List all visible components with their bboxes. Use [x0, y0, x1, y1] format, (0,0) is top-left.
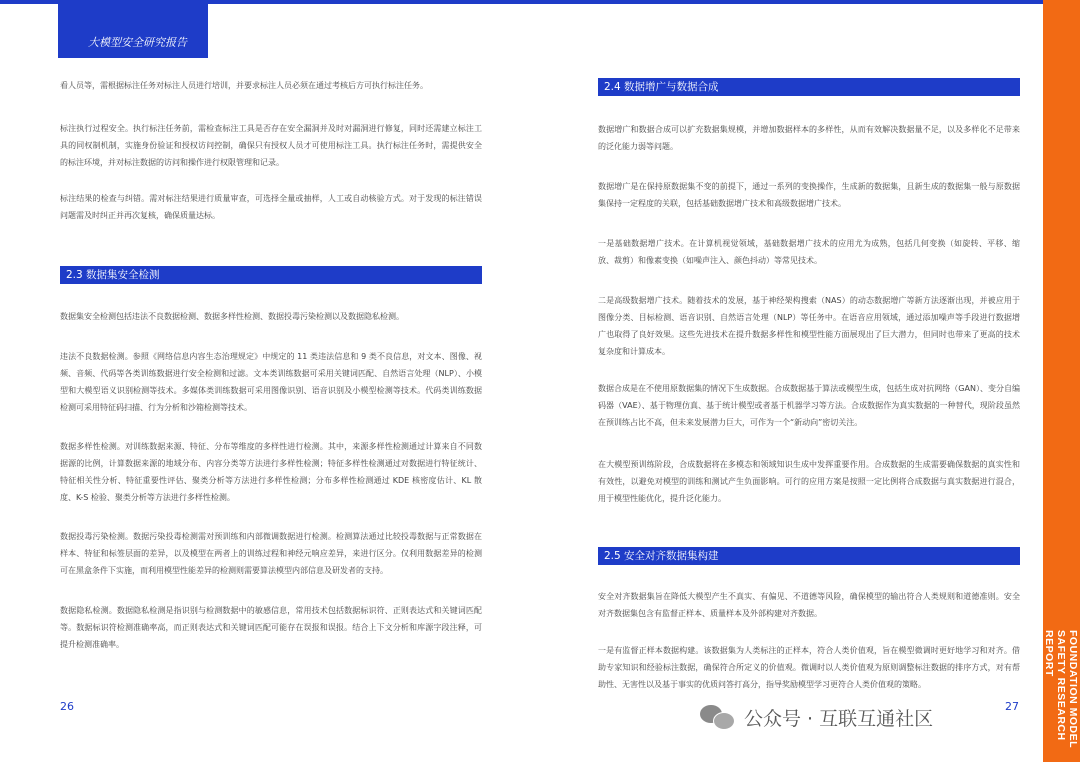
watermark-text: 公众号 · 互联互通社区: [744, 707, 934, 730]
paragraph: 数据增广和数据合成可以扩充数据集规模，并增加数据样本的多样性，从而有效解决数据量不足，以及多样化不足带来的泛化能力弱等问题。: [598, 125, 1020, 151]
paragraph: 一是有监督正样本数据构建。该数据集为人类标注的正样本，符合人类价值观，旨在模型微调时更好地学习和对齐。借助专家知识和经验标注数据，确保符合所定义的价值观。微调时以人类价值观为原则调整标注数据的排序方式，对有帮助性、无害性以及基于事实的优质问答打高分，指导奖励模型学习更符合人类价值观的策略。: [598, 646, 1020, 689]
section-title-2-3: 2.3 数据集安全检测: [60, 266, 482, 284]
section-title-2-5: 2.5 安全对齐数据集构建: [598, 547, 1020, 565]
side-band: [1043, 0, 1080, 762]
section-title-2-4: 2.4 数据增广与数据合成: [598, 78, 1020, 96]
page-number-right: 27: [1005, 700, 1019, 713]
report-title-tab: [58, 0, 208, 58]
paragraph: 违法不良数据检测。参照《网络信息内容生态治理规定》中规定的 11 类违法信息和 9 类不良信息，对文本、图像、视频、音频、代码等各类训练数据进行安全检测和过滤。文本类训练数据可采用关键词匹配、自然语言处理（NLP）、小模型和大模型语义识别检测等技术。多媒体类训练数据可采用图像识别、语音识别及小模型检测等技术。代码类训练数据检测可采用特征码扫描、行为分析和沙箱检测等技术。: [60, 352, 482, 412]
paragraph: 二是高级数据增广技术。随着技术的发展，基于神经架构搜索（NAS）的动态数据增广等新方法逐渐出现，并被应用于图像分类、目标检测、语音识别、自然语言处理（NLP）等任务中。在语音应用领域，通过添加噪声等手段进行数据增广也取得了良好效果。这些先进技术在提升数据多样性和模型性能方面展现出了巨大潜力，但同时也带来了更高的技术复杂度和计算成本。: [598, 296, 1020, 356]
paragraph: 在大模型预训练阶段，合成数据将在多模态和领域知识生成中发挥重要作用。合成数据的生成需要确保数据的真实性和有效性，以避免对模型的训练和测试产生负面影响。可行的应用方案是按照一定比例将合成数据与真实数据进行混合，用于模型性能优化，提升泛化能力。: [598, 460, 1020, 503]
side-band-text: FOUNDATION MODEL SAFETY RESEARCH REPORT: [1043, 630, 1079, 748]
paragraph: 数据多样性检测。对训练数据来源、特征、分布等维度的多样性进行检测。其中，来源多样性检测通过计算来自不同数据源的比例，计算数据来源的地域分布、内容分类等方法进行多样性检测；特征多样性检测通过对数据进行特征统计、特征相关性分析、特征重要性评估、聚类分析等方法进行多样性检测；分布多样性检测通过 KDE 核密度估计、KL 散度、K-S 检验、聚类分析等方法进行多样性检测。: [60, 442, 482, 502]
paragraph: 安全对齐数据集旨在降低大模型产生不真实、有偏见、不道德等风险，确保模型的输出符合人类规则和道德准则。安全对齐数据集包含有监督正样本、质量样本及外部构建对齐数据。: [598, 592, 1020, 618]
paragraph: 一是基础数据增广技术。在计算机视觉领域，基础数据增广技术的应用尤为成熟，包括几何变换（如旋转、平移、缩放、裁剪）和像素变换（如噪声注入、颜色抖动）等常见技术。: [598, 239, 1020, 265]
watermark: [700, 703, 933, 731]
paragraph: 数据增广是在保持原数据集不变的前提下，通过一系列的变换操作，生成新的数据集，且新生成的数据集一般与原数据集保持一定程度的关联，包括基础数据增广技术和高级数据增广技术。: [598, 182, 1020, 208]
paragraph: 看人员等，需根据标注任务对标注人员进行培训，并要求标注人员必须在通过考核后方可执行标注任务。: [60, 81, 428, 90]
paragraph: 数据合成是在不使用原数据集的情况下生成数据。合成数据基于算法或模型生成，包括生成对抗网络（GAN）、变分自编码器（VAE）、基于物理仿真、基于统计模型或者基于机器学习等方法。合成数据作为真实数据的一种替代，现阶段虽然在预训练占比不高，但未来发展潜力巨大，可作为一个“新动向”密切关注。: [598, 384, 1020, 427]
page-number-left: 26: [60, 700, 74, 713]
wechat-icon: [700, 703, 736, 731]
paragraph: 数据投毒污染检测。数据污染投毒检测需对预训练和内部微调数据进行检测。检测算法通过比较投毒数据与正常数据在样本、特征和标签层面的差异，以及模型在两者上的训练过程和神经元响应差异，来进行区分。仅利用数据差异的检测可在黑盒条件下实施，而利用模型性能差异的检测则需要算法模型内部信息及研发者的支持。: [60, 532, 482, 575]
paragraph: 数据隐私检测。数据隐私检测是指识别与检测数据中的敏感信息，常用技术包括数据标识符、正则表达式和关键词匹配等。数据标识符检测准确率高，而正则表达式和关键词匹配可能存在误报和误报。结合上下文分析和库源字段注释，可提升检测准确率。: [60, 606, 482, 649]
paragraph: 标注执行过程安全。执行标注任务前，需检查标注工具是否存在安全漏洞并及时对漏洞进行修复，同时还需建立标注工具的同权制机制，实施身份验证和授权访问控制，确保只有授权人员才可使用标注工具。执行标注任务时，需提供安全的标注环境，并对标注数据的访问和操作进行权限管理和记录。: [60, 124, 482, 167]
report-title: 大模型安全研究报告: [88, 36, 187, 49]
paragraph: 标注结果的检查与纠错。需对标注结果进行质量审查，可选择全量或抽样，人工或自动核验方式。对于发现的标注错误问题需及时纠正并再次复核，确保质量达标。: [60, 194, 482, 220]
paragraph: 数据集安全检测包括违法不良数据检测、数据多样性检测、数据投毒污染检测以及数据隐私检测。: [60, 312, 404, 321]
